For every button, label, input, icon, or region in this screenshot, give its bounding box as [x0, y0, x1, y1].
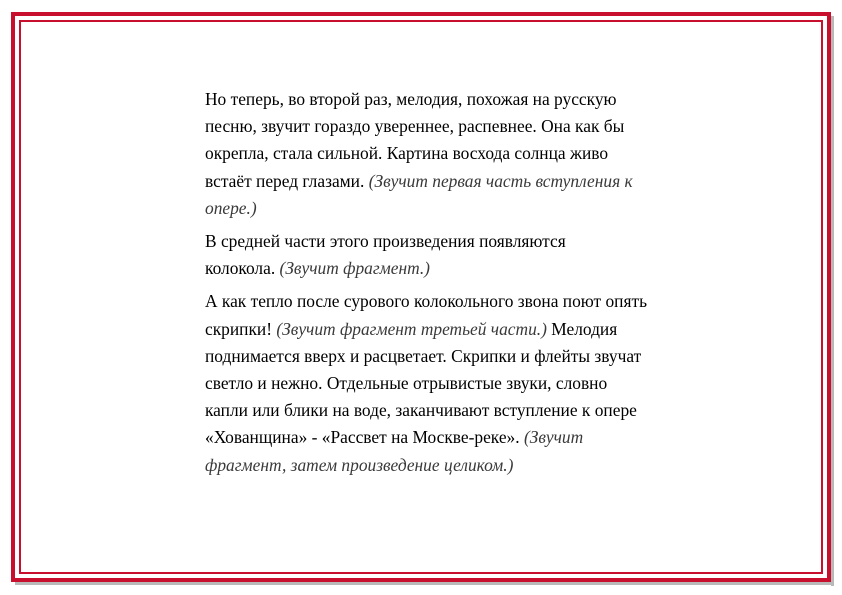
line	[205, 373, 607, 393]
line-text: окрепла, стала сильной. Картина восхода солнца живо	[205, 143, 609, 164]
line	[205, 319, 617, 339]
stage-note: (Звучит первая часть вступления к	[368, 170, 633, 191]
line-text: «Хованщина» - «Рассвет на Москве-реке».	[205, 427, 524, 448]
line	[205, 116, 624, 136]
line-text: светло и нежно. Отдельные отрывистые звуки, словно	[205, 373, 608, 394]
frame-shadow-bottom	[15, 582, 834, 585]
frame-shadow-right	[831, 16, 834, 586]
line-text: песню, звучит гораздо увереннее, распевнее. Она как бы	[205, 116, 625, 137]
line-text: Мелодия	[546, 318, 618, 339]
line	[205, 143, 608, 163]
line	[205, 198, 257, 218]
line	[205, 231, 566, 251]
line-text: капли или блики на воде, заканчивают вступление к опере	[205, 400, 637, 421]
line	[205, 291, 647, 311]
line-text: скрипки!	[205, 318, 277, 339]
line-text: Но теперь, во второй раз, мелодия, похожая на русскую	[205, 89, 617, 109]
line-text: А как тепло после сурового колокольного звона поют опять	[205, 291, 648, 312]
paragraph-2	[205, 228, 725, 282]
stage-note: опере.)	[205, 197, 257, 218]
line	[205, 427, 583, 447]
line-text: В средней части этого произведения появляются	[205, 231, 566, 252]
line	[205, 258, 430, 278]
line	[205, 171, 633, 191]
line-text: колокола.	[205, 258, 280, 279]
line	[205, 89, 617, 109]
paragraph-1	[205, 86, 725, 222]
line	[205, 400, 637, 420]
line-text: встаёт перед глазами.	[205, 170, 369, 191]
stage-note: (Звучит фрагмент.)	[279, 258, 430, 279]
line	[205, 455, 513, 475]
stage-note: фрагмент, затем произведение целиком.)	[205, 454, 514, 475]
paragraph-3	[205, 288, 725, 478]
line-text: поднимается вверх и расцветает. Скрипки и флейты звучат	[205, 345, 642, 366]
stage-note: (Звучит фрагмент третьей части.)	[276, 318, 547, 339]
text-body	[205, 86, 725, 485]
line	[205, 346, 641, 366]
stage-note: (Звучит	[523, 427, 584, 448]
